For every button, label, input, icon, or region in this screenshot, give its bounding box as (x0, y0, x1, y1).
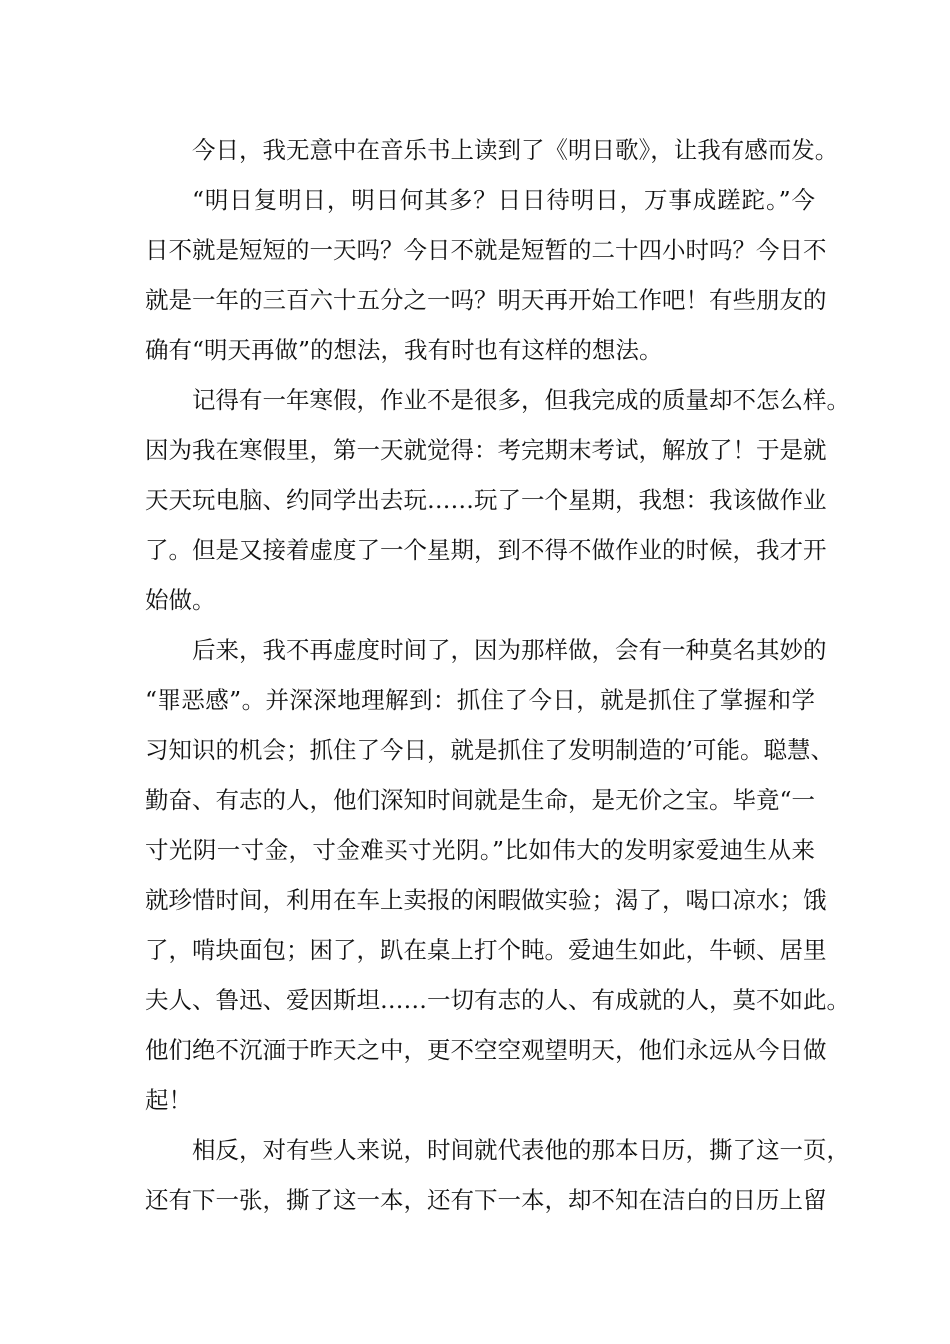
text-line: 习知识的机会；抓住了今日，就是抓住了发明制造的’可能。聪慧、 (145, 736, 834, 764)
text-line: 夫人、鲁迅、爱因斯坦……一切有志的人、有成就的人，莫不如此。 (145, 986, 850, 1014)
text-line: 天天玩电脑、约同学出去玩……玩了一个星期，我想：我该做作业 (145, 486, 827, 514)
paragraph-2 (145, 175, 827, 375)
text-line: 就是一年的三百六十五分之一吗？明天再开始工作吧！有些朋友的 (145, 286, 827, 314)
text-line: 相反，对有些人来说，时间就代表他的那本日历，撕了这一页， (192, 1136, 850, 1164)
text-line: 记得有一年寒假，作业不是很多，但我完成的质量却不怎么样。 (192, 386, 850, 414)
text-line: 始做。 (145, 586, 216, 614)
text-line: 勤奋、有志的人，他们深知时间就是生命，是无价之宝。毕竟“一 (145, 786, 816, 814)
text-line: “明日复明日，明日何其多？日日待明日，万事成蹉跎。”今 (192, 186, 815, 214)
text-line: 寸光阴一寸金，寸金难买寸光阴。”比如伟大的发明家爱迪生从来 (145, 836, 815, 864)
paragraph-3 (145, 375, 850, 625)
paragraph-4 (145, 625, 850, 1125)
text-line: 了。但是又接着虚度了一个星期，到不得不做作业的时候，我才开 (145, 536, 827, 564)
paragraph-5 (145, 1125, 850, 1225)
text-line: 就珍惜时间，利用在车上卖报的闲暇做实验；渴了，喝口凉水；饿 (145, 886, 827, 914)
text-line: “罪恶感”。并深深地理解到：抓住了今日，就是抓住了掌握和学 (145, 686, 815, 714)
text-line: 了，啃块面包；困了，趴在桌上打个盹。爱迪生如此，牛顿、居里 (145, 936, 827, 964)
text-line: 起！ (145, 1086, 192, 1114)
paragraph-1 (145, 125, 839, 175)
text-line: 确有“明天再做”的想法，我有时也有这样的想法。 (145, 336, 663, 364)
text-line: 他们绝不沉湎于昨天之中，更不空空观望明天，他们永远从今日做 (145, 1036, 827, 1064)
essay-body (145, 125, 850, 1225)
text-line: 因为我在寒假里，第一天就觉得：考完期末考试，解放了！于是就 (145, 436, 827, 464)
text-line: 日不就是短短的一天吗？今日不就是短暂的二十四小时吗？今日不 (145, 236, 827, 264)
text-line: 后来，我不再虚度时间了，因为那样做，会有一种莫名其妙的 (192, 636, 827, 664)
text-line: 还有下一张，撕了这一本，还有下一本，却不知在洁白的日历上留 (145, 1186, 827, 1214)
text-line: 今日，我无意中在音乐书上读到了《明日歌》，让我有感而发。 (192, 136, 839, 164)
